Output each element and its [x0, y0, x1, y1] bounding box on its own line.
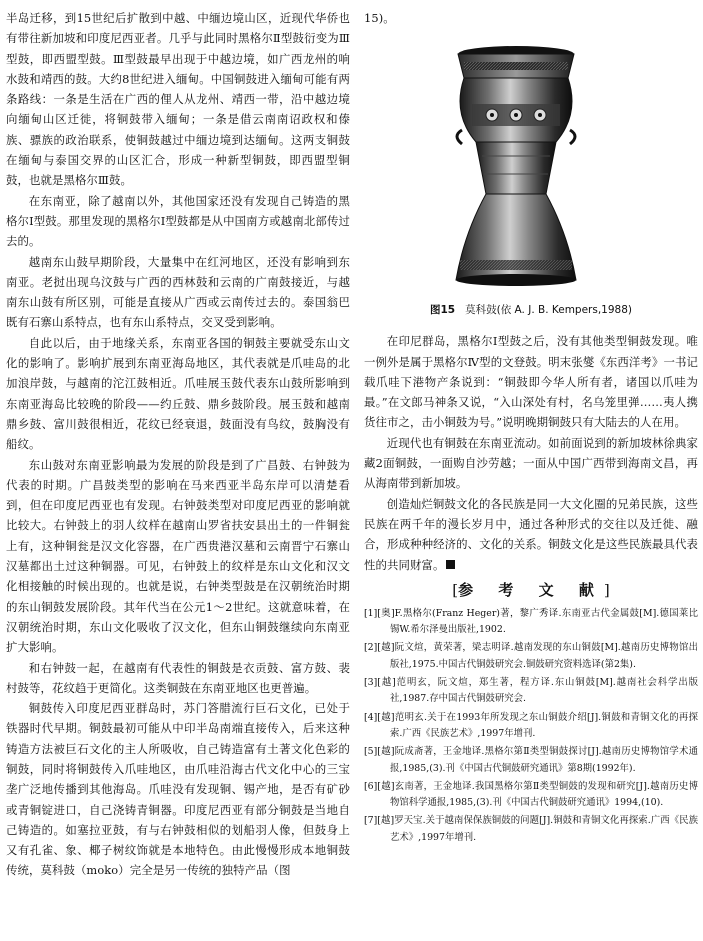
figure-label: 图15 — [429, 304, 456, 317]
references-heading: [参 考 文 献] — [452, 580, 610, 599]
end-of-article-mark — [446, 560, 455, 569]
body-paragraph: 半岛迁移，到15世纪后扩散到中越、中缅边境山区，近现代华侨也有带往新加坡和印度尼西亚者。几乎与此同时黑格尔Ⅱ型鼓衍变为Ⅲ型鼓，即西盟型鼓。Ⅲ型鼓最早出现于中越边境，如广西龙州的响水鼓和靖西的鼓。大约8世纪进入缅甸。中国铜鼓进入缅甸可能有两条路线：一条是生活在广西的俚人从龙州、靖西一带，沿中越边境向缅甸山区迁徙，将铜鼓带入缅甸；一条是借云南南诏政权和傣族、骠族的政治联系，使铜鼓越过中缅边境到达缅甸。这两支铜鼓在缅甸与泰国交界的山区汇合，形成一种新型铜鼓，即西盟型铜鼓，也就是黑格尔Ⅲ鼓。 — [6, 11, 350, 188]
closing-paragraph-text: 创造灿烂铜鼓文化的各民族是同一大文化圈的兄弟民族，这些民族在两千年的漫长岁月中，通过各种形式的交往以及迁徙、融合，形成种种经济的、文化的关系。铜鼓文化是这些民族最具代表性的共同财富。 — [364, 496, 698, 572]
body-paragraph: 铜鼓传入印度尼西亚群岛时，苏门答腊流行巨石文化，已处于铁器时代早期。铜鼓最初可能从中印半岛南端直接传入，后来这种铸造方法被巨石文化的主人所吸收，自己铸造富有土著文化色彩的铜鼓，同时将铜鼓传入爪哇地区，由爪哇沿海古代文化中心的三宝垄广泛地传播到其他海岛。爪哇没有发现铜、锡产地，是否有矿砂或青铜锭进口，自己浇铸青铜器。印度尼西亚有部分铜鼓是当地自己铸造的。如塞拉亚鼓，有与右钟鼓相似的划船羽人像，但鼓身上又有孔雀、象、椰子树纹饰就是本地特色。由此慢慢形成本地铜鼓传统，莫科鼓（moko）完全是另一传统的独特产品（图 — [6, 701, 350, 878]
body-paragraph: 近现代也有铜鼓在东南亚流动。如前面说到的新加坡林徐典家藏2面铜鼓，一面购自沙劳越；一面从中国广西带到海南文昌，再从海南带到新加坡。 — [364, 435, 698, 491]
figure-caption — [364, 302, 698, 317]
left-column — [6, 8, 350, 881]
body-paragraph: 越南东山鼓早期阶段，大量集中在红河地区，还没有影响到东南亚。老挝出现乌汶鼓与广西的西林鼓和云南的广南鼓接近，与越南东山鼓有所区别，可能是直接从广西或云南传过去的。泰国翁巴既有石寨山系特点，也有东山系特点，交叉受到影响。 — [6, 254, 350, 330]
moko-drum-illustration — [364, 34, 698, 296]
body-paragraph: 和右钟鼓一起，在越南有代表性的铜鼓是衣贡鼓、富方鼓、裴村鼓等，花纹趋于更简化。这类铜鼓在东南亚地区也更普遍。 — [6, 660, 350, 695]
reference-item: [1][奥]F.黑格尔(Franz Heger)著，黎广秀译.东南亚古代金属鼓[M].德国莱比锡W.希尔泽曼出版社,1902. — [364, 607, 698, 636]
references-heading-text: 参 考 文 献 — [458, 580, 604, 599]
reference-item: [3][越]范明玄，阮文煊，郑生著，程方译.东山铜鼓[M].越南社会科学出版社,1987.存中国古代铜鼓研究会. — [364, 677, 698, 705]
reference-item: [6][越]玄南著，王金地译.我国黑格尔第Ⅱ类型铜鼓的发现和研究[J].越南历史博物馆科学通报,1985,(3).刊《中国古代铜鼓研究通讯》1994,(10). — [364, 780, 698, 809]
body-paragraph: 在印尼群岛，黑格尔Ⅰ型鼓之后，没有其他类型铜鼓发现。唯一例外是属于黑格尔Ⅳ型的文登鼓。明末张燮《东西洋考》一书记载爪哇下港物产条说到：“铜鼓即今华人所有者，诸国以爪哇为最。”在文郎马神条又说，“入山深处有村，名乌笼里弹……夷人携货往市之，击小铜鼓为号。”说明晚期铜鼓只有大陆去的人在用。 — [364, 334, 698, 430]
body-paragraph: 东山鼓对东南亚影响最为发展的阶段是到了广昌鼓、右钟鼓为代表的时期。广昌鼓类型的影响在马来西亚半岛东岸可以清楚看到，但在印度尼西亚也有发现。右钟鼓类型对印度尼西亚的影响就比较大。右钟鼓上的羽人纹样在越南山罗省扶安县出土的一件铜瓮上有，这种铜瓮是汉文化容器，在广西贵港汉墓和云南晋宁石寨山汉墓都出土过这种铜器。可见，右钟鼓上的纹样是东山文化和汉文化相接触的时候出现的。也就是说，右钟类型鼓是在汉朝统治时期的东山铜鼓发展阶段。其年代当在公元1～2世纪。这就意味着，在汉朝统治时期，东山文化吸收了汉文化，但东山铜鼓继续向东南亚扩大影响。 — [6, 457, 350, 655]
body-paragraph: 自此以后，由于地缘关系，东南亚各国的铜鼓主要就受东山文化的影响了。影响扩展到东南亚海岛地区，其代表就是爪哇岛的北加浪岸鼓，与越南的沱江鼓相近。爪哇展玉鼓代表东山鼓所影响到东南亚海岛比较晚的阶段——约丘鼓、鼎乡鼓阶段。展玉鼓和越南鼎乡鼓、富川鼓很相近，花纹已经衰退，鼓面没有鸟纹，鼓胸没有船纹。 — [6, 335, 350, 452]
reference-item: [5][越]阮成斋著，王金地译.黑格尔第Ⅱ类型铜鼓探讨[J].越南历史博物馆学术通报,1985,(3).刊《中国古代铜鼓研究通讯》第8期(1992年). — [364, 746, 698, 774]
body-paragraph — [364, 494, 698, 575]
figure-caption-text: 莫科鼓(依 A. J. B. Kempers,1988) — [465, 304, 633, 317]
body-paragraph: 在东南亚，除了越南以外，其他国家还没有发现自己铸造的黑格尔Ⅰ型鼓。那里发现的黑格尔Ⅰ型鼓都是从中国南方或越南北部传过去的。 — [6, 193, 350, 249]
right-column — [364, 8, 698, 848]
reference-item: [2][越]阮文煊，黄荣著，梁志明译.越南发现的东山铜鼓[M].越南历史博物馆出版社,1975.中国古代铜鼓研究会.铜鼓研究资料选译(第2集). — [364, 642, 698, 670]
reference-item: [4][越]范明玄.关于在1993年所发现之东山铜鼓介绍[J].铜鼓和青铜文化的再探索.广西《民族艺术》,1997年增刊. — [364, 711, 698, 739]
reference-item: [7][越]罗天宝.关于越南保保族铜鼓的问题[J].铜鼓和青铜文化再探索.广西《民族艺术》,1997年增刊. — [364, 815, 698, 843]
continued-fragment: 15)。 — [364, 11, 395, 25]
moko-drum-figure — [364, 34, 698, 296]
